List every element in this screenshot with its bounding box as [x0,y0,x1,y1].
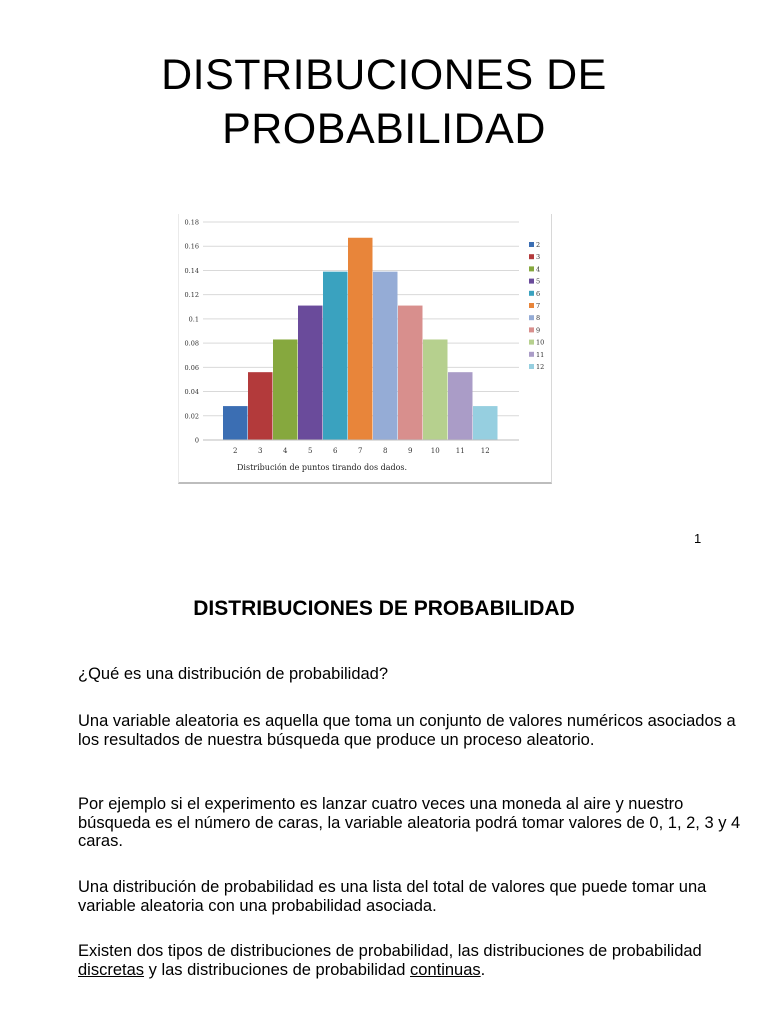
x-tick-label: 6 [333,447,338,455]
legend-swatch-5 [529,279,534,284]
legend-label-6: 6 [536,289,541,298]
y-tick-label: 0.14 [184,266,199,275]
distribution-paragraph: Una distribución de probabilidad es una lista del total de valores que puede tomar una variable aleatoria con una probabilidad asociada. [78,878,707,915]
bar-8 [373,272,398,440]
legend-label-3: 3 [536,253,541,262]
legend-swatch-10 [529,340,534,345]
legend-swatch-7 [529,303,534,308]
document-heading: DISTRIBUCIONES DE PROBABILIDAD [193,597,575,620]
legend-swatch-6 [529,291,534,296]
bar-12 [473,406,498,440]
bar-9 [398,306,423,440]
question-paragraph: ¿Qué es una distribución de probabilidad? [78,665,389,683]
legend-swatch-12 [529,364,534,369]
chart-svg [179,214,551,482]
dice-distribution-chart [178,214,552,484]
x-axis-label: Distribución de puntos tirando dos dados. [237,463,408,472]
bar-3 [248,372,273,440]
y-tick-label: 0.04 [184,388,199,397]
legend-swatch-2 [529,242,534,247]
legend-label-12: 12 [536,363,545,371]
bar-7 [348,238,373,440]
legend-label-7: 7 [536,302,541,310]
x-tick-label: 3 [258,447,263,455]
y-tick-label: 0.16 [184,242,199,251]
example-paragraph: Por ejemplo si el experimento es lanzar cuatro veces una moneda al aire y nuestro búsqueda es el número de caras, la variable aleatoria podrá tomar valores de 0, 1, 2, 3 y 4 caras. [78,795,741,850]
types-text-start: Existen dos tipos de distribuciones de probabilidad, las distribuciones de probabilidad [78,942,702,960]
slide-title [0,48,768,156]
legend-label-5: 5 [536,277,541,286]
y-tick-label: 0.02 [184,412,199,421]
bar-4 [273,339,298,440]
y-tick-label: 0.06 [184,363,199,372]
x-tick-label: 5 [308,447,313,455]
bar-2 [223,406,248,440]
bar-5 [298,306,323,440]
x-tick-label: 9 [408,447,413,455]
bar-10 [423,339,448,440]
y-tick-label: 0 [194,436,199,445]
legend-label-10: 10 [536,338,545,347]
legend-swatch-4 [529,266,534,271]
slide-title-line-1: DISTRIBUCIONES DE [161,51,607,99]
link-discretas[interactable]: discretas [78,960,145,979]
legend-swatch-3 [529,254,534,259]
x-tick-label: 10 [430,447,440,455]
x-tick-label: 4 [283,447,288,455]
legend-swatch-8 [529,315,534,320]
types-paragraph [78,942,748,979]
link-continuas[interactable]: continuas [410,960,481,979]
page-number: 1 [694,531,702,546]
x-tick-label: 11 [455,447,465,455]
y-tick-label: 0.08 [184,339,199,348]
x-tick-label: 8 [383,447,388,455]
legend-label-9: 9 [536,326,541,335]
bar-6 [323,272,348,440]
x-tick-label: 7 [358,447,363,455]
y-tick-label: 0.18 [184,218,199,227]
legend-label-2: 2 [536,241,541,249]
definition-paragraph: Una variable aleatoria es aquella que toma un conjunto de valores numéricos asociados a los resultados de nuestra búsqueda que produce un proceso aleatorio. [78,712,736,749]
y-tick-label: 0.12 [184,291,199,300]
bar-11 [448,372,473,440]
x-tick-label: 12 [480,447,490,455]
legend-label-8: 8 [536,314,541,323]
legend-swatch-11 [529,352,534,357]
slide-title-line-2: PROBABILIDAD [222,105,546,153]
x-tick-label: 2 [233,447,238,455]
types-text-mid: y las distribuciones de probabilidad [144,960,411,979]
types-text-end: . [480,960,486,979]
y-tick-label: 0.1 [188,315,199,324]
legend-swatch-9 [529,327,534,332]
legend-label-11: 11 [536,350,545,359]
legend-label-4: 4 [536,265,541,274]
